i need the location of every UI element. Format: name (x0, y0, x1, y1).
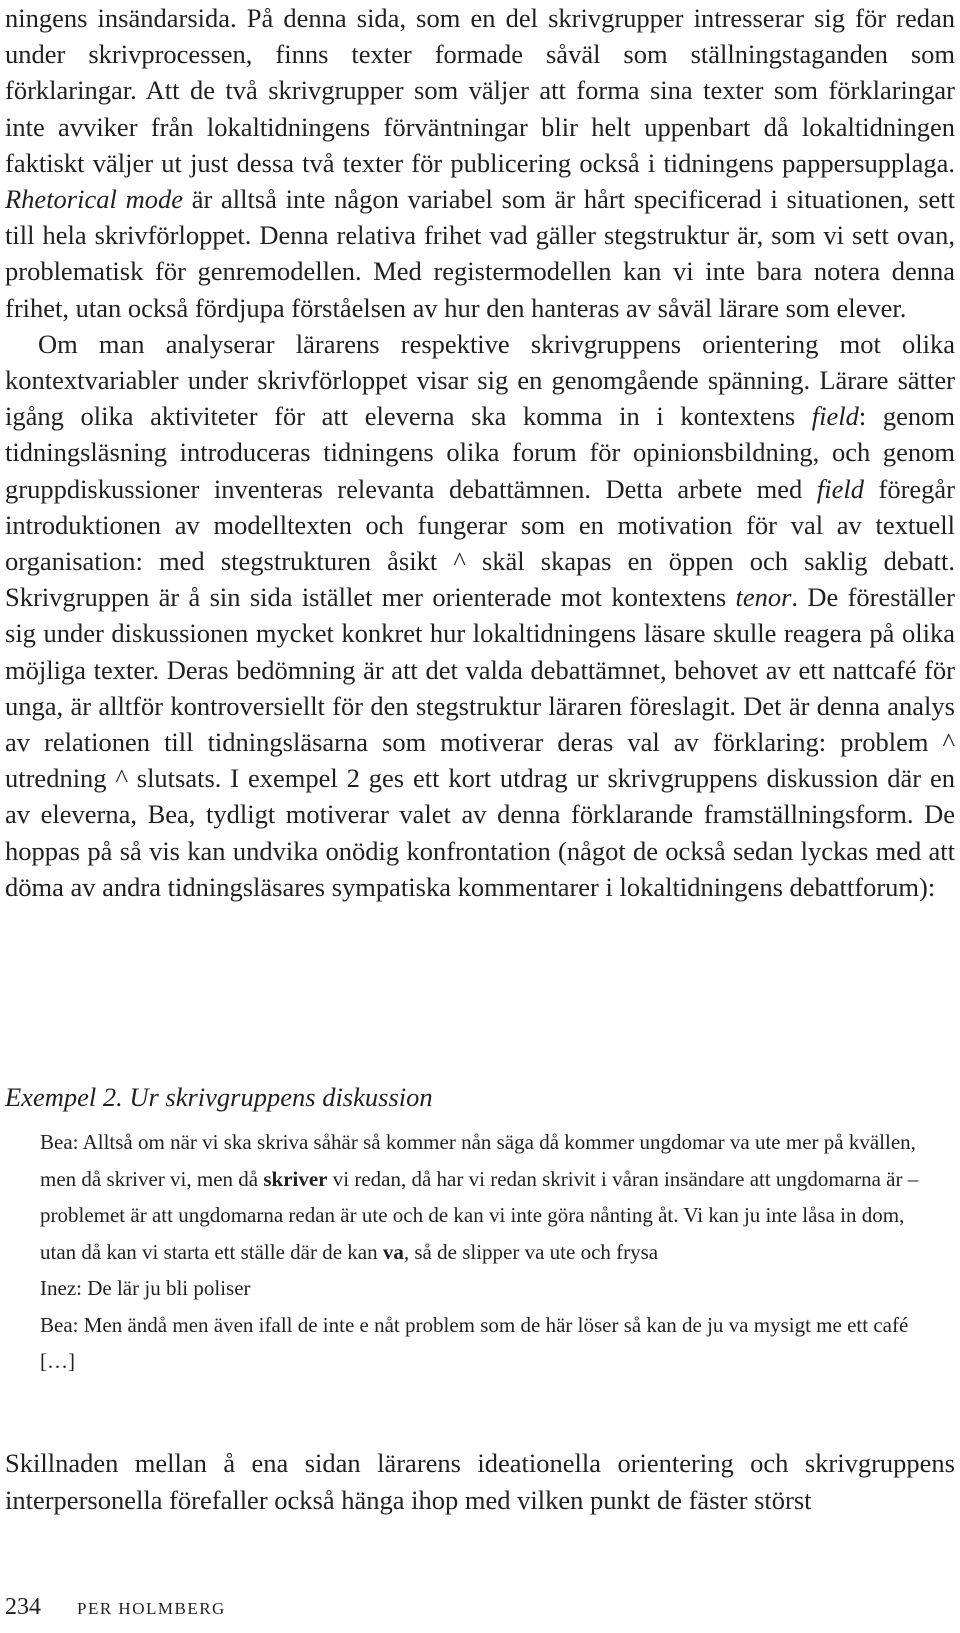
example-heading: Exempel 2. Ur skrivgruppens diskussion (5, 1082, 433, 1112)
paragraph-2 (5, 326, 955, 905)
closing-paragraph: Skillnaden mellan å ena sidan lärarens ideationella orientering och skrivgruppens interpersonella förefaller också hänga ihop med vilken punkt de fäster störst (5, 1448, 955, 1515)
body-text (5, 0, 955, 905)
transcript-turn-bea-2 (40, 1307, 920, 1380)
italic-run: field (811, 401, 859, 432)
running-footer-author: PER HOLMBERG (77, 1599, 226, 1618)
text-run: , så de slipper va ute och frysa (403, 1239, 659, 1264)
text-run: är alltså inte någon variabel som är hårt specificerad i situationen, sett till hela skrivförloppet. Denna relativa frihet vad gäller stegstruktur är, som vi sett ovan, problematisk för genremodellen. Med registermodellen kan vi inte bara notera denna frihet, utan också fördjupa förståelsen av hur den hanteras av såväl lärare som elever. (5, 184, 955, 323)
text-run: . De föreställer sig under diskussionen mycket konkret hur lokaltidningens läsare skulle reagera på olika möjliga texter. Deras bedömning är att det valda debattämnet, behovet av ett nattcafé för unga, är alltför kontroversiellt för den stegstruktur läraren föreslagit. Det är denna analys av relationen till tidningsläsarna som motiverar deras val av förklaring: problem ^ utredning ^ slutsats. I exempel 2 ges ett kort utdrag ur skrivgruppens diskussion där en av eleverna, Bea, tydligt motiverar valet av denna förklarande framställningsform. De hoppas på så vis kan undvika onödig konfrontation (något de också sedan lyckas med att döma av andra tidningsläsares sympatiska kommentarer i lokaltidningens debattforum): (5, 582, 955, 902)
text-run: ningens insändarsida. På denna sida, som en del skrivgrupper intresserar sig för redan under skrivprocessen, finns texter formade såväl som ställningstaganden som förklaringar. Att de två skrivgrupper som väljer att forma sina texter som förklaringar inte avviker från lokaltidningens förväntningar blir helt uppenbart då lokaltidningen faktiskt väljer ut just dessa två texter för publicering också i tidningens pappersupplaga. (5, 3, 955, 178)
transcript-turn-bea-1 (40, 1124, 920, 1270)
bold-run: skriver (263, 1166, 328, 1191)
italic-run: Rhetorical mode (5, 184, 183, 215)
page-number: 234 (5, 1594, 41, 1620)
italic-run: tenor (735, 582, 792, 613)
text-run: Bea: Alltså om när vi ska skriva såhär så kommer nån säga då kommer ungdomar va ute mer på kvällen, men då skriver vi, men då (40, 1130, 916, 1191)
text-run: vi redan, då har vi redan skrivit i våran insändare att ungdomarna är – problemet är att ungdomarna redan är ute och de kan vi inte göra nånting åt. Vi kan ju inte låsa in dom, utan då kan vi starta ett ställe där de kan (40, 1166, 919, 1264)
bold-run: va (382, 1239, 404, 1264)
text-run: föregår introduktionen av modelltexten och fungerar som en motivation för val av textuell organisation: med stegstrukturen åsikt ^ skäl skapas en öppen och saklig debatt. Skrivgruppen är å sin sida istället mer orienterade mot kontextens (5, 473, 955, 613)
paragraph-1 (5, 0, 955, 326)
page (5, 0, 955, 905)
text-run: : genom tidningsläsning introduceras tidningens olika forum för opinionsbildning, och genom gruppdiskussioner inventeras relevanta debattämnen. Detta arbete med (5, 401, 955, 504)
page-footer (5, 1592, 226, 1624)
transcript-turn-inez (40, 1270, 920, 1307)
text-run: Inez: De lär ju bli poliser (40, 1276, 251, 1300)
text-run: Om man analyserar lärarens respektive skrivgruppens orientering mot olika kontextvariabler under skrivförloppet visar sig en genomgående spänning. Lärare sätter igång olika aktiviteter för att eleverna ska komma in i kontextens (5, 328, 955, 432)
italic-run: field (816, 473, 864, 504)
text-run: Bea: Men ändå men även ifall de inte e nåt problem som de här löser så kan de ju va mysigt me ett café […] (40, 1312, 909, 1373)
example-transcript (40, 1124, 920, 1380)
